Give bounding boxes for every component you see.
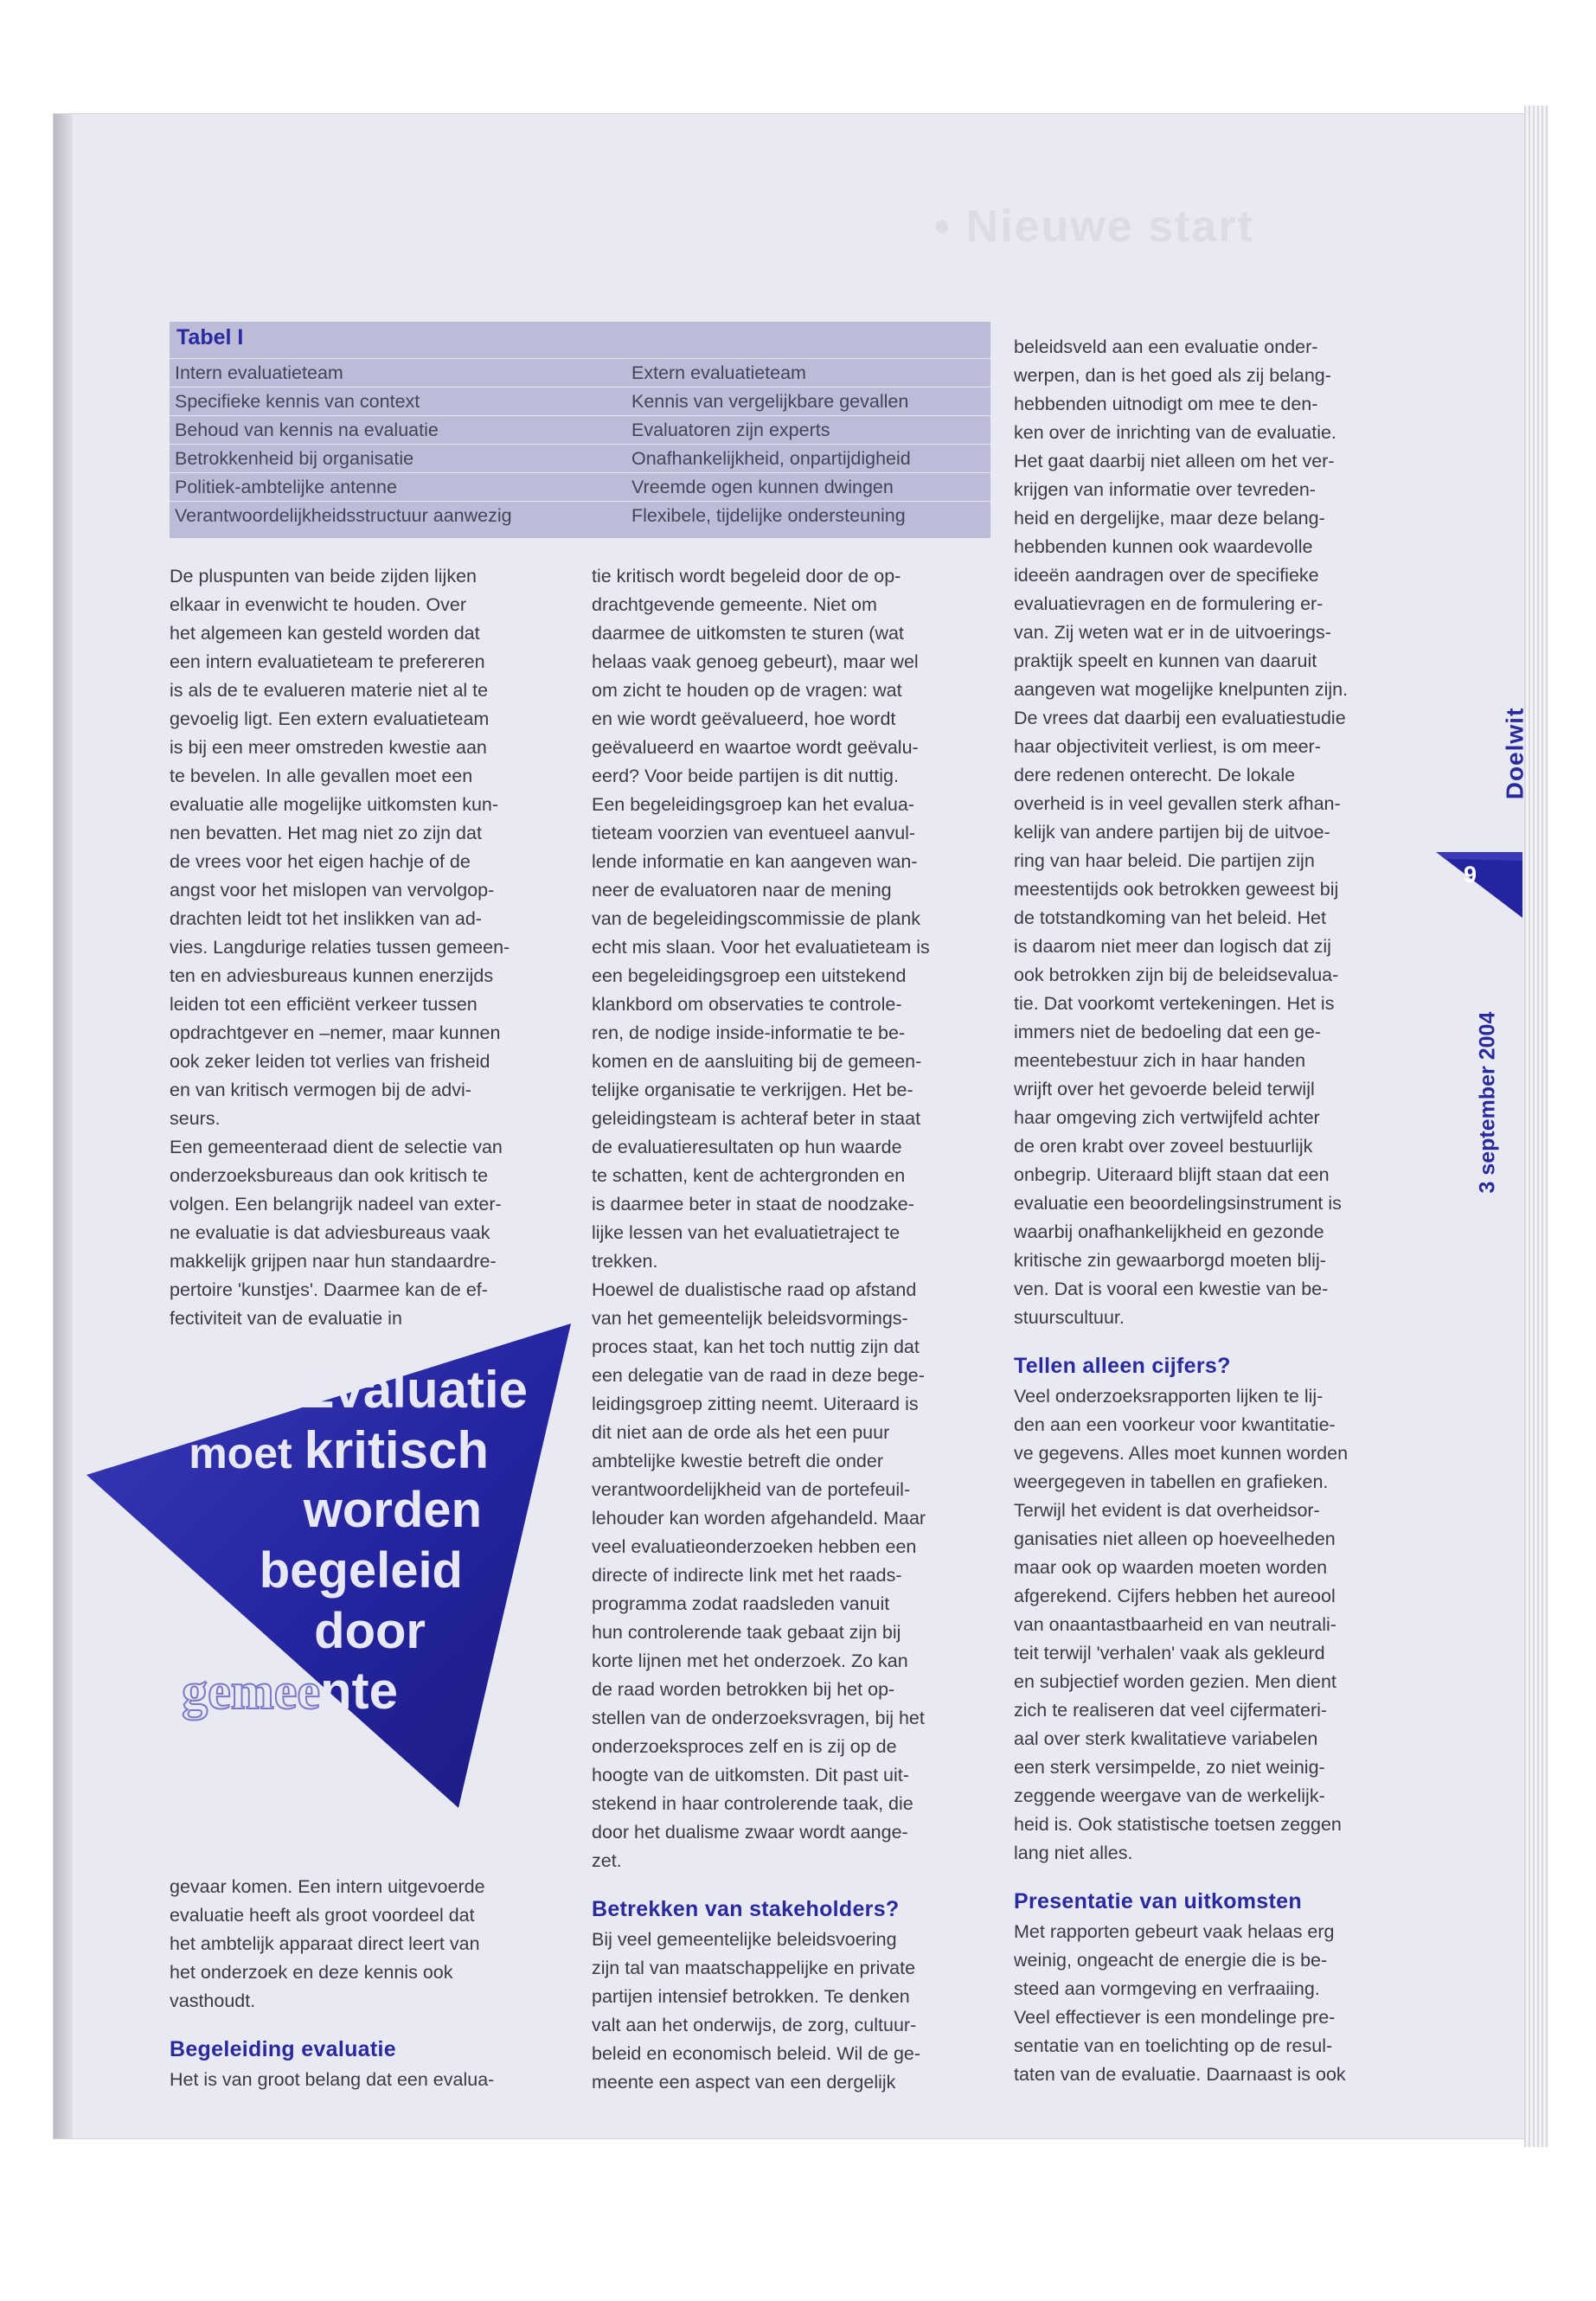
table-title: Tabel I xyxy=(176,325,244,349)
table-cell: Behoud van kennis na evaluatie xyxy=(175,420,439,440)
quote-line: Evaluatie xyxy=(299,1361,528,1419)
table-row xyxy=(170,387,990,415)
paragraph: Met rapporten gebeurt vaak helaas erg weinig, ongeacht de energie die is be- steed aan vormgeving en verfraaiing. Veel effectiever is een mondelinge pre- sentatie van en toelichting op de resul- taten van de evaluatie. Daarnaast is ook xyxy=(1014,1921,1346,2085)
column-1 xyxy=(170,562,576,1333)
page-number-tab xyxy=(1436,852,1522,918)
section-heading: Begeleiding evaluatie xyxy=(170,2037,396,2061)
table-cell: Specifieke kennis van context xyxy=(175,391,420,412)
paragraph: tie kritisch wordt begeleid door de op- drachtgevende gemeente. Niet om daarmee de uitkomsten te sturen (wat helaas vaak genoeg gebeurt), maar wel om zicht te houden op de vragen: wat en wie wordt geëvalueerd, hoe wordt geëvalueerd en waartoe wordt geëvalu- eerd? Voor beide partijen is dit nuttig. Een begeleidingsgroep kan het evalua- tieteam voorzien van eventueel aanvul- lende informatie en kan aangeven wan- neer de evaluatoren naar de mening van de begeleidingscommissie de plank echt mis slaan. Voor het evaluatieteam is een begeleidingsgroep een uitstekend klankbord om observaties te controle- ren, de nodige inside-informatie te be- komen en de aansluiting bij de gemeen- telijke organisatie te verkrijgen. Het be- geleidingsteam is achteraf beter in staat de evaluatieresultaten op hun waarde te schatten, kent de achtergronden en is daarmee beter in staat de noodzake- lijke lessen van het evaluatietraject te trekken. xyxy=(592,566,930,1272)
table-row xyxy=(170,472,990,501)
quote-line xyxy=(189,1420,489,1480)
quote-line: door xyxy=(314,1603,426,1659)
page-edges xyxy=(1524,106,1548,2147)
paragraph: Het is van groot belang dat een evalua- xyxy=(170,2069,495,2090)
column-2 xyxy=(592,562,998,2097)
page-number: 9 xyxy=(1464,862,1477,888)
table-cell: Betrokkenheid bij organisatie xyxy=(175,448,414,469)
section-heading: Betrekken van stakeholders? xyxy=(592,1897,900,1921)
column-1-continued xyxy=(170,1873,576,2094)
table-cell: Extern evaluatieteam xyxy=(631,362,806,383)
paragraph: Hoewel de dualistische raad op afstand van het gemeentelijk beleidsvormings- proces staat, kan het toch nuttig zijn dat een delegatie van de raad in deze bege- leidingsgroep zitting neemt. Uiteraard is dit niet aan de orde als het een puur ambtelijke kwestie betreft die onder verantwoordelijkheid van de portefeuil- lehouder kan worden afgehandeld. Maar veel evaluatieonderzoeken hebben een directe of indirecte link met het raads- programma zodat raadsleden vanuit hun controlerende taak gebaat zijn bij korte lijnen met het onderzoek. Zo kan de raad worden betrokken bij het op- stellen van de onderzoeksvragen, bij het onderzoeksproces zelf en is zij op de hoogte van de uitkomsten. Dit past uit- stekend in haar controlerende taak, die door het dualisme zwaar wordt aange- zet. xyxy=(592,1279,926,1871)
pull-quote xyxy=(87,1324,571,1808)
paragraph: gevaar komen. Een intern uitgevoerde evaluatie heeft als groot voordeel dat het ambtelijk apparaat direct leert van het onderzoek en deze kennis ook vasthoudt. xyxy=(170,1876,485,2011)
table-cell: Evaluatoren zijn experts xyxy=(631,420,830,440)
paragraph: De pluspunten van beide zijden lijken elkaar in evenwicht te houden. Over het algemeen kan gesteld worden dat een intern evaluatieteam te prefereren is als de te evalueren materie niet al te gevoelig ligt. Een extern evaluatieteam is bij een meer omstreden kwestie aan te bevelen. In alle gevallen moet een evaluatie alle mogelijke uitkomsten kun- nen bevatten. Het mag niet zo zijn dat de vrees voor het eigen hachje of de angst voor het mislopen van vervolgop- drachten leidt tot het inslikken van ad- vies. Langdurige relaties tussen gemeen- ten en adviesbureaus kunnen enerzijds leiden tot een efficiënt verkeer tussen opdrachtgever en –nemer, maar kunnen ook zeker leiden tot verlies van frisheid en van kritisch vermogen bij de advi- seurs. xyxy=(170,566,510,1129)
table-cell: Politiek-ambtelijke antenne xyxy=(175,477,397,497)
quote-line: begeleid xyxy=(259,1542,463,1599)
paragraph: Bij veel gemeentelijke beleidsvoering zijn tal van maatschappelijke en private partijen intensief betrokken. Te denken valt aan het onderwijs, de zorg, cultuur- beleid en economisch beleid. Wil de ge- meente een aspect van een dergelijk xyxy=(592,1929,921,2093)
tabel-1 xyxy=(170,322,990,538)
column-3 xyxy=(1014,333,1420,2089)
magazine-name: Doelwit xyxy=(1501,707,1529,800)
paragraph: Een gemeenteraad dient de selectie van onderzoeksbureaus dan ook kritisch te volgen. Een belangrijk nadeel van exter- ne evaluatie is dat adviesbureaus vaak makkelijk grijpen naar hun standaardre- pertoire 'kunstjes'. Daarmee kan de ef- fectiviteit van de evaluatie in xyxy=(170,1137,503,1329)
section-heading: Presentatie van uitkomsten xyxy=(1014,1889,1302,1913)
quote-line xyxy=(182,1661,398,1721)
page-spine xyxy=(54,114,73,2138)
table-row xyxy=(170,444,990,472)
table-row xyxy=(170,415,990,444)
ghost-header: • Nieuwe start xyxy=(934,202,1254,252)
table-cell: Flexibele, tijdelijke ondersteuning xyxy=(631,505,906,526)
table-row xyxy=(170,358,990,387)
issue-date: 3 september 2004 xyxy=(1475,1011,1500,1194)
table-cell: Vreemde ogen kunnen dwingen xyxy=(631,477,894,497)
table-cell: Onafhankelijkheid, onpartijdigheid xyxy=(631,448,911,469)
table-cell: Intern evaluatieteam xyxy=(175,362,343,383)
quote-word: gemee xyxy=(182,1663,320,1720)
section-heading: Tellen alleen cijfers? xyxy=(1014,1354,1231,1378)
quote-word: kritisch xyxy=(304,1421,489,1479)
table-cell: Verantwoordelijkheidsstructuur aanwezig xyxy=(175,505,512,526)
quote-line: worden xyxy=(303,1482,482,1538)
paragraph: beleidsveld aan een evaluatie onder- werpen, dan is het goed als zij belang- hebbenden uitnodigt om mee te den- ken over de inrichting van de evaluatie. Het gaat daarbij niet alleen om het ver- krijgen van informatie over tevreden- heid en dergelijke, maar deze belang- hebbenden kunnen ook waardevolle ideeën aandragen over de specifieke evaluatievragen en de formulering er- van. Zij weten wat er in de uitvoerings- praktijk speelt en kunnen van daaruit aangeven wat mogelijke knelpunten zijn. De vrees dat daarbij een evaluatiestudie haar objectiviteit verliest, is om meer- dere redenen onterecht. De lokale overheid is in veel gevallen sterk afhan- kelijk van andere partijen bij de uitvoe- ring van haar beleid. Die partijen zijn meestentijds ook betrokken geweest bij de totstandkoming van het beleid. Het is daarom niet meer dan logisch dat zij ook betrokken zijn bij de beleidsevalua- tie. Dat voorkomt vertekeningen. Het is immers niet de bedoeling dat een ge- meentebestuur zich in haar handen wrijft over het gevoerde beleid terwijl haar omgeving zich vertwijfeld achter de oren krabt over zoveel bestuurlijk onbegrip. Uiteraard blijft staan dat een evaluatie een beoordelingsinstrument is waarbij onafhankelijkheid en gezonde kritische zin gewaarborgd moeten blij- ven. Dat is vooral een kwestie van be- stuurscultuur. xyxy=(1014,336,1349,1328)
table-cell: Kennis van vergelijkbare gevallen xyxy=(631,391,909,412)
quote-word: moet xyxy=(189,1429,304,1477)
table-row xyxy=(170,501,990,529)
paragraph: Veel onderzoeksrapporten lijken te lij- den aan een voorkeur voor kwantitatie- ve gegevens. Alles moet kunnen worden weergegeven in tabellen en grafieken. Terwijl het evident is dat overheidsor- ganisaties niet alleen op hoeveelheden maar ook op waarden moeten worden afgerekend. Cijfers hebben het aureool van onaantastbaarheid en van neutrali- teit terwijl 'verhalen' vaak als gekleurd en subjectief worden gezien. Men dient zich te realiseren dat veel cijfermateri- aal over sterk kwalitatieve variabelen een sterk versimpelde, zo niet weinig- zeggende weergave van de werkelijk- heid is. Ook statistische toetsen zeggen lang niet alles. xyxy=(1014,1386,1349,1863)
quote-word: nte xyxy=(320,1662,398,1720)
